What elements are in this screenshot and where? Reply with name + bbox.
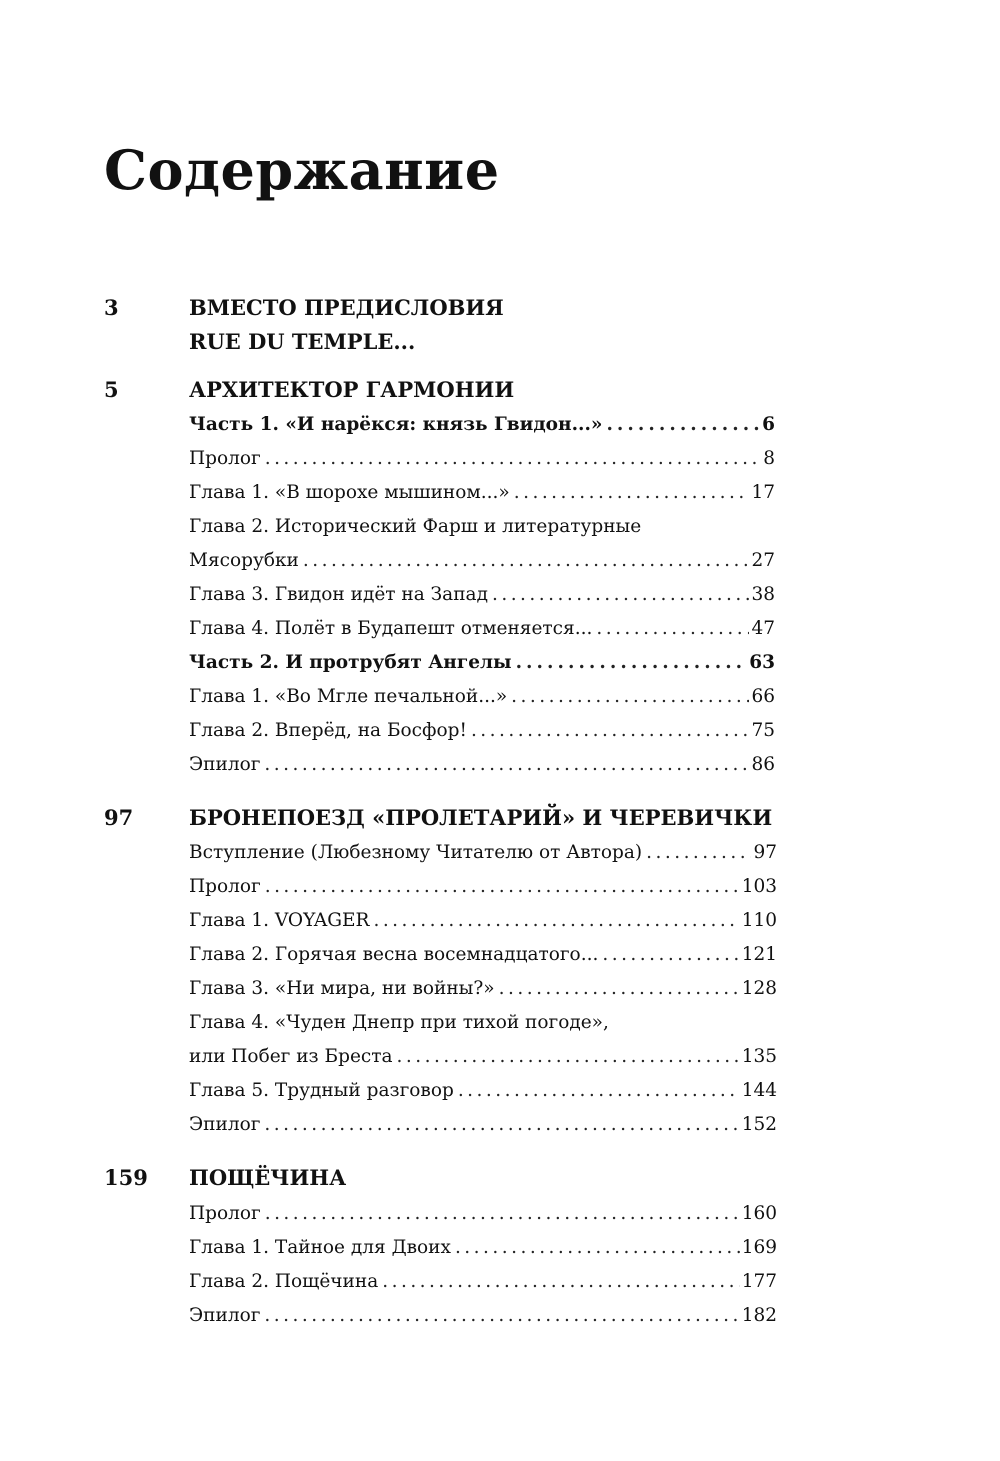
toc-entry[interactable] bbox=[189, 680, 775, 714]
toc-entry[interactable] bbox=[189, 836, 777, 870]
entry-label: Глава 5. Трудный разговор bbox=[189, 1080, 454, 1101]
page-title: Содержание bbox=[104, 138, 500, 202]
entry-label: Часть 1. «И нарёкся: князь Гвидон...» bbox=[189, 414, 603, 435]
entry-label-line-1[interactable]: Глава 2. Исторический Фарш и литературные bbox=[189, 516, 642, 537]
entry-page-number: 128 bbox=[741, 978, 777, 999]
entry-page-number: 121 bbox=[741, 944, 777, 965]
entry-label: Глава 1. Тайное для Двоих bbox=[189, 1237, 451, 1258]
toc-entry[interactable] bbox=[189, 1074, 777, 1108]
entry-label: Эпилог bbox=[189, 1305, 261, 1326]
toc-entry[interactable] bbox=[189, 544, 775, 578]
toc-entry[interactable] bbox=[189, 408, 775, 442]
section-title[interactable]: ВМЕСТО ПРЕДИСЛОВИЯ bbox=[189, 295, 504, 320]
toc-entry[interactable] bbox=[189, 1265, 777, 1299]
entry-label: Глава 1. «Во Мгле печальной...» bbox=[189, 686, 508, 707]
entry-label: Глава 3. «Ни мира, ни войны?» bbox=[189, 978, 495, 999]
entry-page-number: 86 bbox=[751, 754, 775, 775]
entry-label: Эпилог bbox=[189, 1114, 261, 1135]
entry-page-number: 66 bbox=[751, 686, 775, 707]
entry-page-number: 110 bbox=[741, 910, 777, 931]
entry-page-number: 182 bbox=[741, 1305, 777, 1326]
entry-label: Мясорубки bbox=[189, 550, 299, 571]
entry-page-number: 103 bbox=[741, 876, 777, 897]
dot-leader bbox=[397, 1040, 740, 1074]
entry-page-number: 17 bbox=[751, 482, 775, 503]
toc-entry[interactable] bbox=[189, 904, 777, 938]
entry-page-number: 160 bbox=[741, 1203, 777, 1224]
dot-leader bbox=[382, 1265, 739, 1299]
dot-leader bbox=[264, 748, 749, 782]
entry-label: Пролог bbox=[189, 876, 261, 897]
toc-entry[interactable] bbox=[189, 938, 777, 972]
entry-page-number: 97 bbox=[753, 842, 777, 863]
entry-page-number: 177 bbox=[741, 1271, 777, 1292]
toc-entry[interactable] bbox=[189, 1040, 777, 1074]
entry-label: Пролог bbox=[189, 448, 261, 469]
entry-label: или Побег из Бреста bbox=[189, 1046, 393, 1067]
section-title[interactable]: АРХИТЕКТОР ГАРМОНИИ bbox=[189, 377, 515, 402]
entry-label: Глава 2. Вперёд, на Босфор! bbox=[189, 720, 467, 741]
entry-label: Глава 1. VOYAGER bbox=[189, 910, 370, 931]
toc-entry[interactable] bbox=[189, 1231, 777, 1265]
entry-label: Вступление (Любезному Читателю от Автора) bbox=[189, 842, 643, 863]
entry-label: Глава 3. Гвидон идёт на Запад bbox=[189, 584, 488, 605]
dot-leader bbox=[264, 1108, 739, 1142]
toc-entry[interactable] bbox=[189, 972, 777, 1006]
entry-page-number: 27 bbox=[751, 550, 775, 571]
entry-label: Эпилог bbox=[189, 754, 261, 775]
toc-entry[interactable] bbox=[189, 612, 775, 646]
entry-page-number: 38 bbox=[751, 584, 775, 605]
dot-leader bbox=[499, 972, 740, 1006]
dot-leader bbox=[455, 1231, 740, 1265]
section-page-number[interactable]: 5 bbox=[104, 377, 119, 402]
dot-leader bbox=[516, 646, 748, 680]
toc-entry[interactable] bbox=[189, 1299, 777, 1333]
dot-leader bbox=[646, 836, 751, 870]
entry-page-number: 6 bbox=[762, 414, 775, 435]
toc-entry[interactable] bbox=[189, 646, 775, 680]
section-page-number[interactable]: 159 bbox=[104, 1165, 148, 1190]
toc-entry[interactable] bbox=[189, 714, 775, 748]
dot-leader bbox=[373, 904, 739, 938]
toc-entry[interactable] bbox=[189, 1197, 777, 1231]
dot-leader bbox=[602, 938, 739, 972]
dot-leader bbox=[265, 1197, 740, 1231]
section-title[interactable]: БРОНЕПОЕЗД «ПРОЛЕТАРИЙ» И ЧЕРЕВИЧКИ bbox=[189, 805, 773, 830]
entry-label: Глава 1. «В шорохе мышином...» bbox=[189, 482, 510, 503]
section-page-number[interactable]: 97 bbox=[104, 805, 134, 830]
dot-leader bbox=[458, 1074, 740, 1108]
dot-leader bbox=[511, 680, 749, 714]
entry-label-line-1[interactable]: Глава 4. «Чуден Днепр при тихой погоде», bbox=[189, 1012, 609, 1033]
section-title-line-2[interactable]: RUE DU TEMPLE... bbox=[189, 329, 416, 354]
dot-leader bbox=[514, 476, 750, 510]
entry-page-number: 8 bbox=[763, 448, 775, 469]
toc-entry[interactable] bbox=[189, 578, 775, 612]
section-title[interactable]: ПОЩЁЧИНА bbox=[189, 1165, 347, 1190]
dot-leader bbox=[264, 1299, 739, 1333]
toc-entry[interactable] bbox=[189, 476, 775, 510]
dot-leader bbox=[596, 612, 749, 646]
dot-leader bbox=[492, 578, 749, 612]
entry-page-number: 63 bbox=[749, 652, 775, 673]
toc-entry[interactable] bbox=[189, 1108, 777, 1142]
dot-leader bbox=[471, 714, 750, 748]
entry-page-number: 152 bbox=[741, 1114, 777, 1135]
section-page-number[interactable]: 3 bbox=[104, 295, 119, 320]
entry-label: Глава 2. Пощёчина bbox=[189, 1271, 379, 1292]
entry-page-number: 144 bbox=[741, 1080, 777, 1101]
entry-page-number: 135 bbox=[741, 1046, 777, 1067]
entry-page-number: 169 bbox=[741, 1237, 777, 1258]
entry-label: Глава 2. Горячая весна восемнадцатого... bbox=[189, 944, 599, 965]
entry-label: Часть 2. И протрубят Ангелы bbox=[189, 652, 512, 673]
toc-entry[interactable] bbox=[189, 870, 777, 904]
entry-page-number: 47 bbox=[751, 618, 775, 639]
toc-entry[interactable] bbox=[189, 442, 775, 476]
entry-label: Пролог bbox=[189, 1203, 261, 1224]
toc-entry[interactable] bbox=[189, 748, 775, 782]
dot-leader bbox=[606, 408, 760, 442]
entry-page-number: 75 bbox=[751, 720, 775, 741]
dot-leader bbox=[303, 544, 750, 578]
dot-leader bbox=[265, 870, 740, 904]
entry-label: Глава 4. Полёт в Будапешт отменяется... bbox=[189, 618, 593, 639]
dot-leader bbox=[265, 442, 762, 476]
